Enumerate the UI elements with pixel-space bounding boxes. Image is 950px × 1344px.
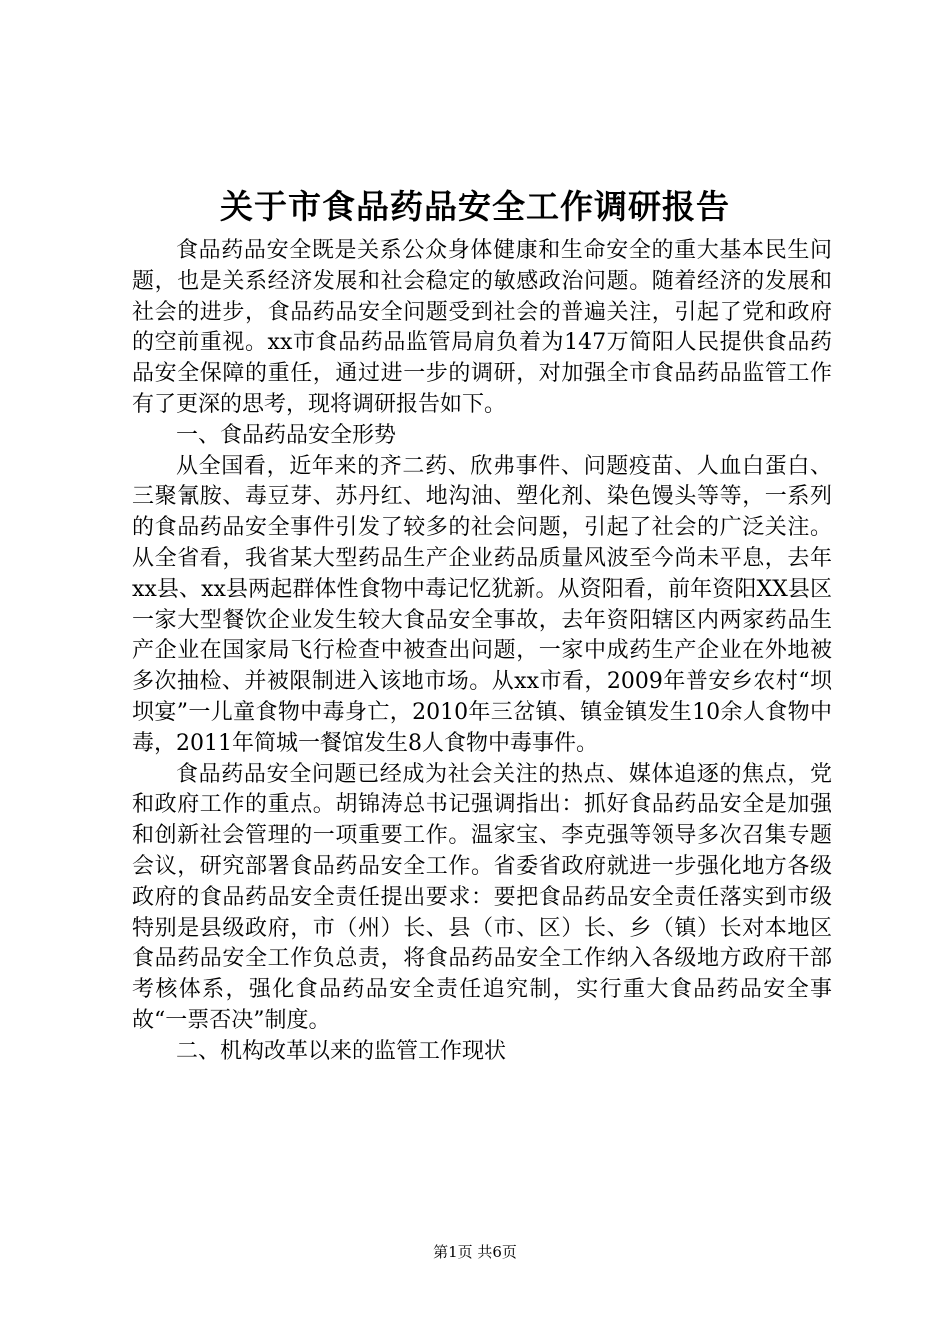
section-heading-2: 二、机构改革以来的监管工作现状 — [176, 1038, 507, 1064]
document-body — [132, 236, 832, 1068]
page-number-footer: 第1页 共6页 — [433, 1243, 517, 1261]
section-heading-1: 一、食品药品安全形势 — [176, 422, 397, 448]
document-title: 关于市食品药品安全工作调研报告 — [220, 187, 730, 226]
paragraph-situation: 从全国看，近年来的齐二药、欣弗事件、问题疫苗、人血白蛋白、三聚氰胺、毒豆芽、苏丹红、地沟油、塑化剂、染色馒头等等，一系列的食品药品安全事件引发了较多的社会问题，引起了社会的广泛关注。从全省看，我省某大型药品生产企业药品质量风波至今尚未平息，去年xx县、xx县两起群体性食物中毒记忆犹新。从资阳看，前年资阳XX县区一家大型餐饮企业发生较大食品安全事故，去年资阳辖区内两家药品生产企业在国家局飞行检查中被查出问题，一家中成药生产企业在外地被多次抽检、并被限制进入该地市场。从xx市看，2009年普安乡农村“坝坝宴”一儿童食物中毒身亡，2010年三岔镇、镇金镇发生10余人食物中毒，2011年简城一餐馆发生8人食物中毒事件。 — [132, 453, 832, 756]
paragraph-policy: 食品药品安全问题已经成为社会关注的热点、媒体追逐的焦点，党和政府工作的重点。胡锦涛总书记强调指出：抓好食品药品安全是加强和创新社会管理的一项重要工作。温家宝、李克强等领导多次召集专题会议，研究部署食品药品安全工作。省委省政府就进一步强化地方各级政府的食品药品安全责任提出要求：要把食品药品安全责任落实到市级特别是县级政府，市（州）长、县（市、区）长、乡（镇）长对本地区食品药品安全工作负总责，将食品药品安全工作纳入各级地方政府干部考核体系，强化食品药品安全责任追究制，实行重大食品药品安全事故“一票否决”制度。 — [132, 761, 832, 1033]
paragraph-intro: 食品药品安全既是关系公众身体健康和生命安全的重大基本民生问题，也是关系经济发展和社会稳定的敏感政治问题。随着经济的发展和社会的进步，食品药品安全问题受到社会的普遍关注，引起了党和政府的空前重视。xx市食品药品监管局肩负着为147万简阳人民提供食品药品安全保障的重任，通过进一步的调研，对加强全市食品药品监管工作有了更深的思考，现将调研报告如下。 — [132, 238, 832, 417]
